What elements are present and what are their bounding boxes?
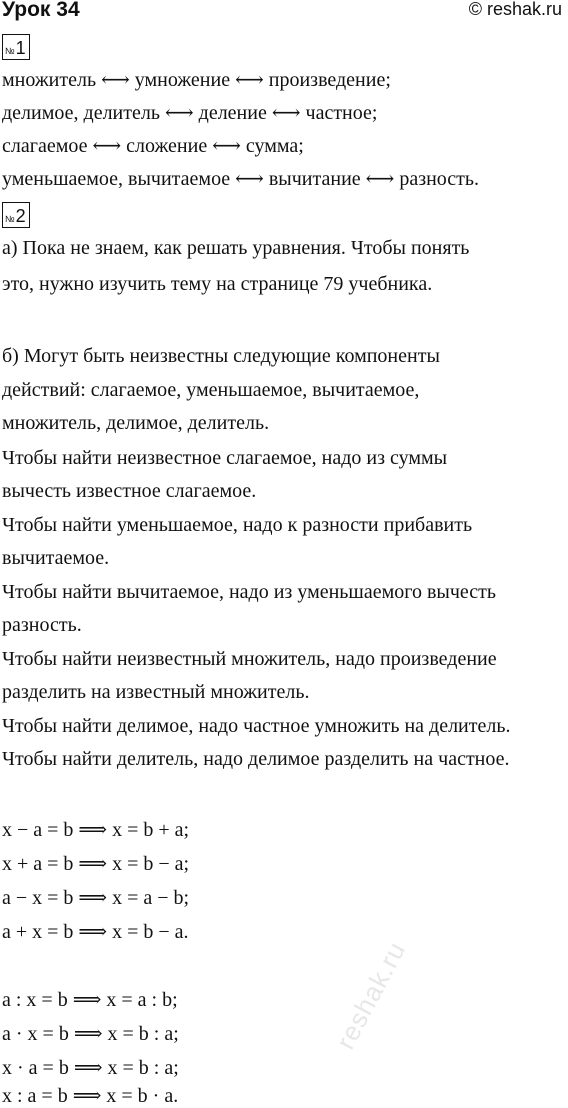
formula-line: x − a = b ⟹ x = b + a; bbox=[2, 819, 190, 841]
part-b-line: разделить на известный множитель. bbox=[2, 681, 310, 703]
part-b-line: действий: слагаемое, уменьшаемое, вычитаемое, bbox=[2, 379, 420, 401]
part-b-line: Чтобы найти вычитаемое, надо из уменьшаемого вычесть bbox=[2, 581, 496, 603]
part-b-line: вычитаемое. bbox=[2, 547, 110, 569]
part-b-line: Чтобы найти делитель, надо делимое разделить на частное. bbox=[2, 748, 510, 770]
part-b-line: вычесть известное слагаемое. bbox=[2, 480, 257, 502]
part-b-line: Чтобы найти делимое, надо частное умножить на делитель. bbox=[2, 715, 511, 737]
number-sign: № bbox=[5, 46, 15, 56]
formula-line: x · a = b ⟹ x = b : a; bbox=[2, 1057, 179, 1079]
formula-line: a · x = b ⟹ x = b : a; bbox=[2, 1023, 179, 1045]
formula-line: x : a = b ⟹ x = b · a. bbox=[2, 1085, 179, 1107]
part-a-line: а) Пока не знаем, как решать уравнения. Чтобы понять bbox=[2, 237, 470, 259]
lesson-title: Урок 34 bbox=[2, 0, 80, 21]
part-b-line: разность. bbox=[2, 614, 82, 636]
task-1-line: делимое, делитель ⟷ деление ⟷ частное; bbox=[2, 102, 378, 124]
page-header bbox=[0, 0, 568, 26]
formula-line: a − x = b ⟹ x = a − b; bbox=[2, 887, 190, 909]
part-b-line: Чтобы найти неизвестное слагаемое, надо из суммы bbox=[2, 447, 448, 469]
task-number: 2 bbox=[15, 206, 26, 226]
watermark: reshak.ru bbox=[330, 936, 412, 1055]
part-a-line: это, нужно изучить тему на странице 79 учебника. bbox=[2, 273, 433, 295]
part-b-line: б) Могут быть неизвестны следующие компоненты bbox=[2, 345, 440, 367]
task-number: 1 bbox=[15, 38, 26, 58]
task-1-badge bbox=[2, 34, 30, 60]
site-credit: © reshak.ru bbox=[468, 0, 562, 19]
task-2-badge bbox=[2, 202, 30, 228]
task-1-line: слагаемое ⟷ сложение ⟷ сумма; bbox=[2, 135, 304, 157]
part-b-line: множитель, делимое, делитель. bbox=[2, 412, 270, 434]
part-b-line: Чтобы найти уменьшаемое, надо к разности прибавить bbox=[2, 514, 473, 536]
formula-line: a + x = b ⟹ x = b − a. bbox=[2, 921, 189, 943]
formula-line: a : x = b ⟹ x = a : b; bbox=[2, 989, 178, 1011]
formula-line: x + a = b ⟹ x = b − a; bbox=[2, 853, 190, 875]
task-1-line: уменьшаемое, вычитаемое ⟷ вычитание ⟷ разность. bbox=[2, 168, 480, 190]
task-1-line: множитель ⟷ умножение ⟷ произведение; bbox=[2, 69, 391, 91]
part-b-line: Чтобы найти неизвестный множитель, надо произведение bbox=[2, 648, 497, 670]
number-sign: № bbox=[5, 214, 15, 224]
